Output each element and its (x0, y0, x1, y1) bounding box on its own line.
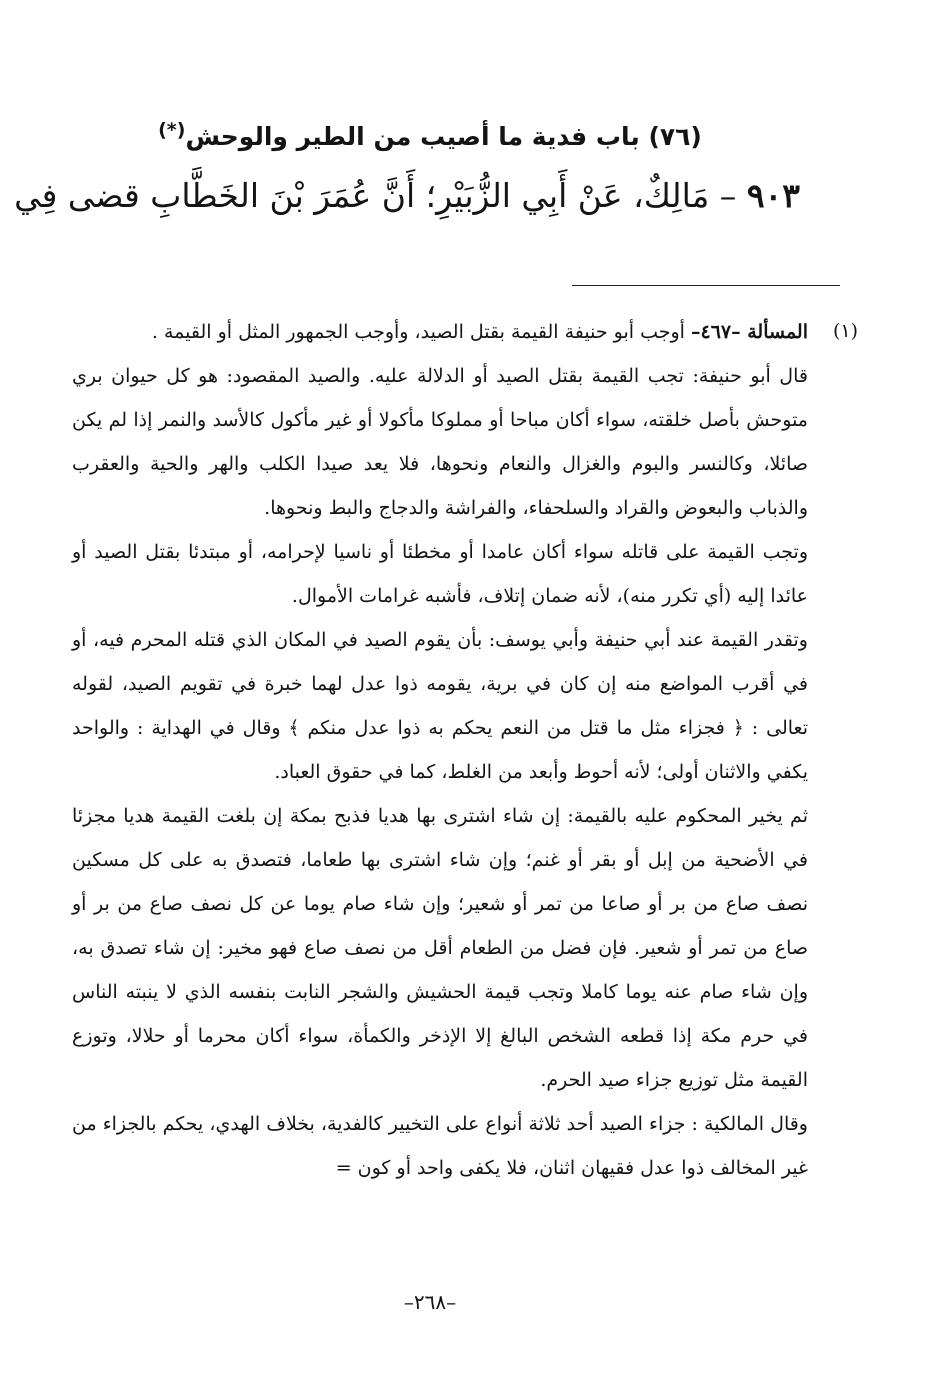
footnote-paragraph (72, 310, 808, 354)
footnote-body (72, 310, 808, 1190)
footnote-paragraph: ثم يخير المحكوم عليه بالقيمة: إن شاء اشترى بها هديا فذبح بمكة إن بلغت القيمة هديا مجزئا في الأضحية من إبل أو بقر أو غنم؛ وإن شاء اشترى بها طعاما، فتصدق به على كل مسكين نصف صاع من بر أو صاعا من تمر أو شعير؛ وإن شاء صام يوما عن كل نصف صاع من بر أو صاع من تمر أو شعير. فإن فضل من الطعام أقل من نصف صاع فهو مخير: إن شاء تصدق به، وإن شاء صام عنه يوما كاملا وتجب قيمة الحشيش والشجر النابت بنفسه الذي لا ينبته الناس في حرم مكة إذا قطعه الشخص البالغ إلا الإذخر والكمأة، سواء أكان محرما أو حلالا، وتوزع القيمة مثل توزيع جزاء صيد الحرم. (72, 805, 808, 1091)
footnote-paragraph: وتجب القيمة على قاتله سواء أكان عامدا أو مخطئا أو ناسيا لإحرامه، أو مبتدئا بقتل الصيد أو عائدا إليه (أي تكرر منه)، لأنه ضمان إتلاف، فأشبه غرامات الأموال. (72, 541, 808, 607)
footnote-marker: (١) (832, 320, 858, 342)
footnote-paragraph: وتقدر القيمة عند أبي حنيفة وأبي يوسف: بأن يقوم الصيد في المكان الذي قتله المحرم فيه، أو في أقرب المواضع منه إن كان في برية، يقومه ذوا عدل لهما خبرة في تقويم الصيد، لقوله تعالى : ﴿ فجزاء مثل ما قتل من النعم يحكم به ذوا عدل منكم ﴾ وقال في الهداية : والواحد يكفي والاثنان أولى؛ لأنه أحوط وأبعد من الغلط، كما في حقوق العباد. (72, 629, 808, 783)
footnote-separator (572, 285, 840, 286)
chapter-title (150, 108, 710, 159)
footnote-paragraph: قال أبو حنيفة: تجب القيمة بقتل الصيد أو الدلالة عليه. والصيد المقصود: هو كل حيوان بري متوحش بأصل خلقته، سواء أكان مباحا أو مملوكا مأكولا أو غير مأكول كالأسد والنمر إذا لم يكن صائلا، وكالنسر والبوم والغزال والنعام ونحوها، فلا يعد صيدا الكلب والهر والحية والعقرب والذباب والبعوض والقراد والسلحفاء، والفراشة والدجاج والبط ونحوها. (72, 365, 808, 519)
hadith-number: ٩٠٣ (746, 176, 800, 215)
hadith-opening (14, 170, 800, 222)
chapter-footnote-marker: (*) (158, 119, 186, 141)
page-number: –٢٦٨– (403, 1290, 457, 1314)
issue-label: المسألة –٤٦٧– (690, 321, 808, 343)
hadith-text: – مَالِكٌ، عَنْ أَبِي الزُّبَيْرِ؛ أَنَّ عُمَرَ بْنَ الخَطَّابِ قضى فِي (14, 176, 737, 215)
footnote-text: أوجب أبو حنيفة القيمة بقتل الصيد، وأوجب الجمهور المثل أو القيمة . (151, 321, 685, 343)
chapter-title-text: (٧٦) باب فدية ما أصيب من الطير والوحش (185, 122, 702, 151)
footnote-paragraph: وقال المالكية : جزاء الصيد أحد ثلاثة أنواع على التخيير كالفدية، بخلاف الهدي، يحكم بالجزاء من غير المخالف ذوا عدل فقيهان اثنان، فلا يكفى واحد أو كون = (72, 1113, 808, 1179)
